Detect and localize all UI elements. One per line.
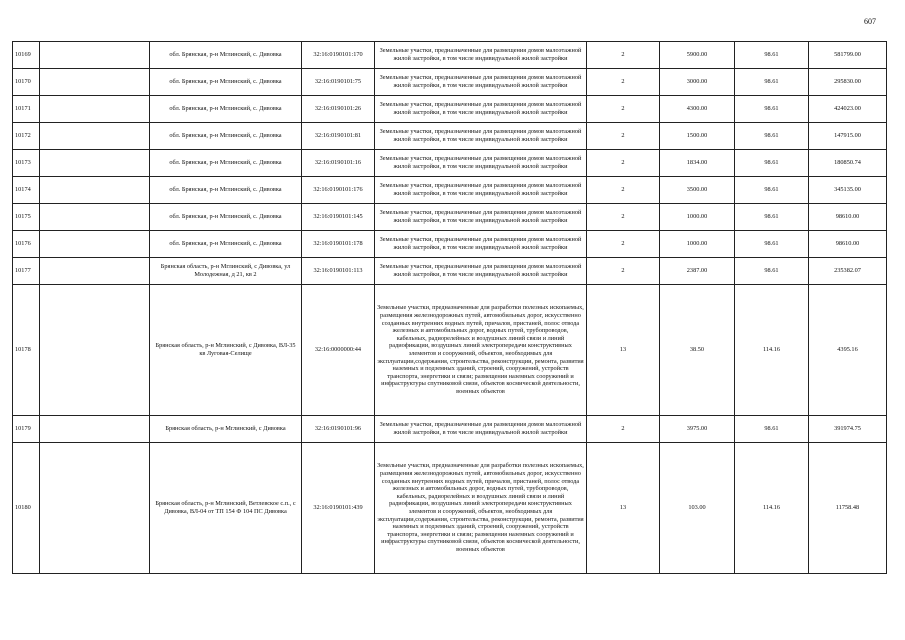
land-use-description-cell: Земельные участки, предназначенные для разработки полезных ископаемых, размещения железнодорожных путей, автомобильных дорог, искусственно созданных внутренних водных путей, причалов, пристаней, полос отвода железных и автомобильных дорог, водных путей, трубопроводов, кабельных, радиорелейных и воздушных линий связи и линий радиофикации, воздушных линий электропередачи конструктивных элементов и сооружений, объектов, необходимых для эксплуатации,содержания, строительства, реконструкции, ремонта, развития наземных и подземных зданий, строений, сооружений, устройств транспорта, энергетики и связи; размещения наземных сооружений и инфраструктуры спутниковой связи, объектов космической деятельности, военных объектов [375,443,587,574]
specific-value-cell: 98.61 [735,258,809,285]
category-code-cell: 13 [587,285,660,416]
cadastral-value-cell: 11758.48 [809,443,887,574]
land-use-description-cell: Земельные участки, предназначенные для размещения домов малоэтажной жилой застройки, в том числе индивидуальной жилой застройки [375,42,587,69]
row-number: 10174 [13,177,40,204]
specific-value-cell: 98.61 [735,204,809,231]
cadastral-value-cell: 424023.00 [809,96,887,123]
specific-value-cell: 98.61 [735,150,809,177]
cadastral-value-cell: 295830.00 [809,69,887,96]
cadastral-number-cell: 32:16:0190101:176 [302,177,375,204]
cadastral-number-cell: 32:16:0190101:16 [302,150,375,177]
table-row [13,96,887,123]
gap-cell [40,443,150,574]
row-number: 10171 [13,96,40,123]
area-cell: 38.50 [660,285,735,416]
area-cell: 3500.00 [660,177,735,204]
row-number: 10169 [13,42,40,69]
specific-value-cell: 98.61 [735,96,809,123]
table-row [13,258,887,285]
gap-cell [40,69,150,96]
row-number: 10177 [13,258,40,285]
land-use-description-cell: Земельные участки, предназначенные для размещения домов малоэтажной жилой застройки, в том числе индивидуальной жилой застройки [375,204,587,231]
row-number: 10173 [13,150,40,177]
area-cell: 1834.00 [660,150,735,177]
cadastral-value-cell: 391974.75 [809,416,887,443]
area-cell: 3000.00 [660,69,735,96]
cadastral-number-cell: 32:16:0190101:75 [302,69,375,96]
category-code-cell: 2 [587,42,660,69]
gap-cell [40,96,150,123]
cadastral-number-cell: 32:16:0190101:113 [302,258,375,285]
address-cell: Брянская область, р-н Мглинский, с Дивовка [150,416,302,443]
category-code-cell: 2 [587,96,660,123]
category-code-cell: 2 [587,416,660,443]
table-row [13,231,887,258]
category-code-cell: 2 [587,231,660,258]
cadastral-number-cell: 32:16:0190101:439 [302,443,375,574]
table-row [13,177,887,204]
gap-cell [40,231,150,258]
cadastral-number-cell: 32:16:0190101:81 [302,123,375,150]
gap-cell [40,258,150,285]
category-code-cell: 2 [587,69,660,96]
land-use-description-cell: Земельные участки, предназначенные для размещения домов малоэтажной жилой застройки, в том числе индивидуальной жилой застройки [375,416,587,443]
row-number: 10172 [13,123,40,150]
area-cell: 1000.00 [660,231,735,258]
specific-value-cell: 98.61 [735,416,809,443]
land-use-description-cell: Земельные участки, предназначенные для размещения домов малоэтажной жилой застройки, в том числе индивидуальной жилой застройки [375,258,587,285]
land-use-description-cell: Земельные участки, предназначенные для размещения домов малоэтажной жилой застройки, в том числе индивидуальной жилой застройки [375,231,587,258]
cadastral-value-cell: 581799.00 [809,42,887,69]
table-row [13,443,887,574]
cadastral-value-cell: 180850.74 [809,150,887,177]
address-cell: обл. Брянская, р-н Мглинский, с. Дивовка [150,177,302,204]
cadastral-value-cell: 98610.00 [809,204,887,231]
specific-value-cell: 98.61 [735,231,809,258]
address-cell: обл. Брянская, р-н Мглинский, с. Дивовка [150,96,302,123]
address-cell: Брянская область, р-н Мглинский, с Дивовка, ул Молодежная, д 21, кв 2 [150,258,302,285]
cadastral-value-cell: 345135.00 [809,177,887,204]
row-number: 10170 [13,69,40,96]
cadastral-number-cell: 32:16:0190101:96 [302,416,375,443]
gap-cell [40,285,150,416]
category-code-cell: 2 [587,177,660,204]
address-cell: обл. Брянская, р-н Мглинский, с. Дивовка [150,123,302,150]
table-row [13,285,887,416]
table-row [13,150,887,177]
address-cell: обл. Брянская, р-н Мглинский, с. Дивовка [150,150,302,177]
cadastral-value-cell: 235382.07 [809,258,887,285]
row-number: 10180 [13,443,40,574]
category-code-cell: 2 [587,258,660,285]
land-registry-table [12,41,887,574]
area-cell: 3975.00 [660,416,735,443]
cadastral-number-cell: 32:16:0190101:170 [302,42,375,69]
cadastral-value-cell: 98610.00 [809,231,887,258]
table-row [13,416,887,443]
gap-cell [40,177,150,204]
gap-cell [40,416,150,443]
area-cell: 2387.00 [660,258,735,285]
area-cell: 103.00 [660,443,735,574]
category-code-cell: 2 [587,123,660,150]
cadastral-number-cell: 32:16:0190101:178 [302,231,375,258]
table-row [13,42,887,69]
gap-cell [40,42,150,69]
land-use-description-cell: Земельные участки, предназначенные для размещения домов малоэтажной жилой застройки, в том числе индивидуальной жилой застройки [375,123,587,150]
address-cell: обл. Брянская, р-н Мглинский, с. Дивовка [150,204,302,231]
specific-value-cell: 98.61 [735,177,809,204]
row-number: 10178 [13,285,40,416]
cadastral-number-cell: 32:16:0190101:145 [302,204,375,231]
address-cell: Брянская область, р-н Мглинский, Ветлевское с.п., с Дивовка, ВЛ-04 от ТП 154 Ф 104 ПС Дивовка [150,443,302,574]
cadastral-value-cell: 147915.00 [809,123,887,150]
table-row [13,69,887,96]
row-number: 10179 [13,416,40,443]
row-number: 10175 [13,204,40,231]
specific-value-cell: 98.61 [735,42,809,69]
land-use-description-cell: Земельные участки, предназначенные для размещения домов малоэтажной жилой застройки, в том числе индивидуальной жилой застройки [375,69,587,96]
gap-cell [40,150,150,177]
address-cell: Брянская область, р-н Мглинский, с Дивовка, ВЛ-35 кв Луговая-Селище [150,285,302,416]
row-number: 10176 [13,231,40,258]
specific-value-cell: 98.61 [735,123,809,150]
land-use-description-cell: Земельные участки, предназначенные для разработки полезных ископаемых, размещения железнодорожных путей, автомобильных дорог, искусственно созданных внутренних водных путей, причалов, пристаней, полос отвода железных и автомобильных дорог, водных путей, трубопроводов, кабельных, радиорелейных и воздушных линий связи и линий радиофикации, воздушных линий электропередачи конструктивных элементов и сооружений, объектов, необходимых для эксплуатации,содержания, строительства, реконструкции, ремонта, развития наземных и подземных зданий, строений, сооружений, устройств транспорта, энергетики и связи; размещения наземных сооружений и инфраструктуры спутниковой связи, объектов космической деятельности, военных объектов [375,285,587,416]
specific-value-cell: 114.16 [735,285,809,416]
cadastral-number-cell: 32:16:0190101:26 [302,96,375,123]
area-cell: 1500.00 [660,123,735,150]
page-number: 607 [864,17,876,26]
cadastral-number-cell: 32:16:0000000:44 [302,285,375,416]
specific-value-cell: 98.61 [735,69,809,96]
table-row [13,204,887,231]
cadastral-value-cell: 4395.16 [809,285,887,416]
category-code-cell: 13 [587,443,660,574]
area-cell: 5900.00 [660,42,735,69]
gap-cell [40,204,150,231]
address-cell: обл. Брянская, р-н Мглинский, с. Дивовка [150,42,302,69]
table-row [13,123,887,150]
gap-cell [40,123,150,150]
land-use-description-cell: Земельные участки, предназначенные для размещения домов малоэтажной жилой застройки, в том числе индивидуальной жилой застройки [375,150,587,177]
area-cell: 1000.00 [660,204,735,231]
land-use-description-cell: Земельные участки, предназначенные для размещения домов малоэтажной жилой застройки, в том числе индивидуальной жилой застройки [375,96,587,123]
category-code-cell: 2 [587,204,660,231]
address-cell: обл. Брянская, р-н Мглинский, с. Дивовка [150,69,302,96]
area-cell: 4300.00 [660,96,735,123]
land-use-description-cell: Земельные участки, предназначенные для размещения домов малоэтажной жилой застройки, в том числе индивидуальной жилой застройки [375,177,587,204]
address-cell: обл. Брянская, р-н Мглинский, с. Дивовка [150,231,302,258]
specific-value-cell: 114.16 [735,443,809,574]
category-code-cell: 2 [587,150,660,177]
